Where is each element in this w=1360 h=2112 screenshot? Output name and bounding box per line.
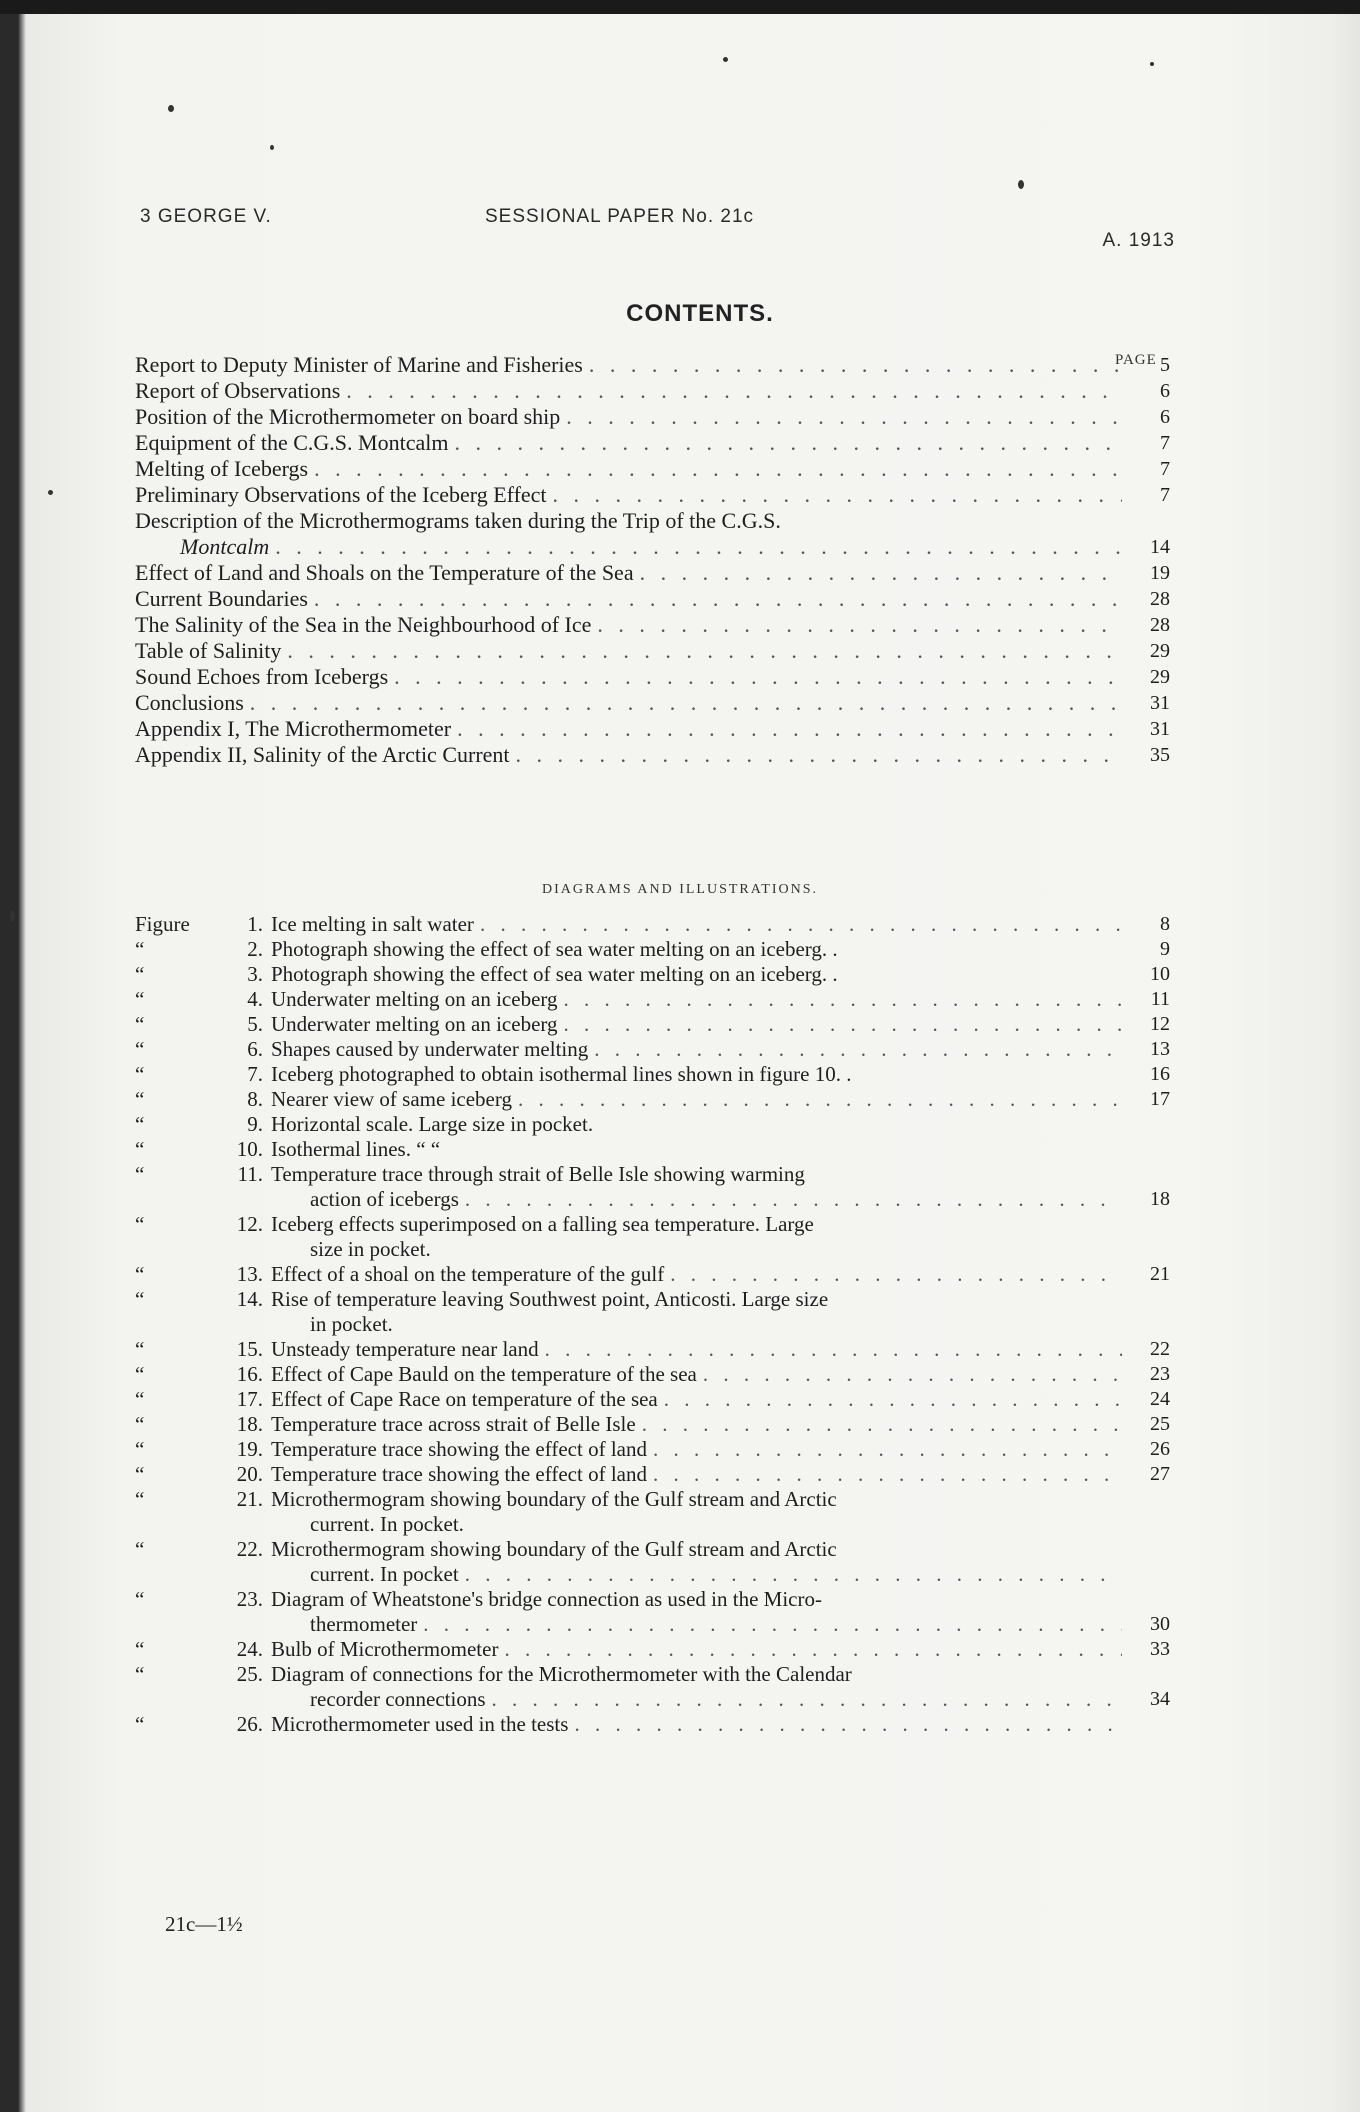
figure-title: Rise of temperature leaving Southwest point, Anticosti. Large size [271, 1287, 829, 1311]
toc-entry[interactable] [135, 352, 1170, 378]
figure-ditto-mark: “ [135, 1262, 145, 1286]
figure-title: Temperature trace across strait of Belle Isle [271, 1412, 636, 1436]
figure-title: Diagram of Wheatstone's bridge connection as used in the Micro- [271, 1587, 822, 1611]
toc-entry-page: 31 [1150, 718, 1170, 740]
figure-entry[interactable] [135, 1437, 1170, 1462]
figure-title: Nearer view of same iceberg [271, 1087, 512, 1111]
leader-dots [653, 1462, 1122, 1487]
figure-number: 23. [236, 1587, 263, 1611]
figure-title: Ice melting in salt water [271, 912, 474, 936]
toc-entry-title: Conclusions [135, 690, 244, 715]
figure-title: Iceberg photographed to obtain isothermal lines shown in figure 10. . [271, 1062, 852, 1086]
leader-dots [703, 1362, 1122, 1387]
toc-entry-page: 7 [1160, 484, 1170, 506]
figure-entry-continuation [135, 1312, 1170, 1337]
leader-dots [423, 1612, 1122, 1637]
figure-entry[interactable] [135, 937, 1170, 962]
figure-page: 24 [1150, 1388, 1170, 1410]
figure-page: 11 [1150, 988, 1170, 1010]
figure-title-cont: action of icebergs [310, 1187, 459, 1211]
figure-ditto-mark: “ [135, 962, 145, 986]
toc-entry-title: Effect of Land and Shoals on the Temperature of the Sea [135, 560, 634, 585]
figure-title: Temperature trace through strait of Belle Isle showing warming [271, 1162, 805, 1186]
figure-entry-line [135, 1662, 1170, 1687]
leader-dots [553, 482, 1122, 508]
toc-entry-page: 35 [1150, 744, 1170, 766]
figure-entry-line [135, 1537, 1170, 1562]
toc-entry-page: 7 [1160, 458, 1170, 480]
figure-entry[interactable] [135, 1337, 1170, 1362]
scan-speck [48, 490, 53, 495]
diagrams-heading: DIAGRAMS AND ILLUSTRATIONS. [541, 882, 819, 897]
figure-title-cont: size in pocket. [310, 1237, 431, 1261]
toc-entry-title-cont: Montcalm [180, 534, 270, 559]
toc-entry-page: 31 [1150, 692, 1170, 714]
toc-entry-title: Appendix I, The Microthermometer [135, 716, 452, 741]
figure-title: Effect of a shoal on the temperature of the gulf [271, 1262, 665, 1286]
figure-ditto-mark: “ [135, 1337, 145, 1361]
toc-entry[interactable] [135, 586, 1170, 612]
toc-entry[interactable] [135, 560, 1170, 586]
toc-entry-page: 19 [1150, 562, 1170, 584]
toc-entry-title: Report of Observations [135, 378, 341, 403]
figure-entry[interactable] [135, 1462, 1170, 1487]
scan-speck [270, 145, 274, 150]
figure-ditto-mark: “ [135, 1437, 145, 1461]
leader-dots [314, 586, 1122, 612]
figure-title: Effect of Cape Bauld on the temperature of the sea [271, 1362, 697, 1386]
figure-entry[interactable] [135, 1412, 1170, 1437]
figure-ditto-mark: “ [135, 1462, 145, 1486]
figure-ditto-mark: “ [135, 1162, 145, 1186]
figure-entry-continuation [135, 1562, 1170, 1587]
figure-number: 4. [247, 987, 263, 1011]
figure-entry[interactable] [135, 1287, 1170, 1337]
toc-entry[interactable] [135, 378, 1170, 404]
page-header [140, 206, 1175, 251]
figure-title-cont: recorder connections [310, 1687, 486, 1711]
figure-ditto-mark: “ [135, 987, 145, 1011]
figure-ditto-mark: “ [135, 1062, 145, 1086]
figure-ditto-mark: “ [135, 1712, 145, 1736]
toc-entry-title: Equipment of the C.G.S. Montcalm [135, 430, 449, 455]
toc-entry[interactable] [135, 456, 1170, 482]
leader-dots [465, 1562, 1122, 1587]
figure-ditto-mark: “ [135, 1662, 145, 1686]
figure-entry-continuation [135, 1512, 1170, 1537]
toc-entry[interactable] [135, 716, 1170, 742]
figure-page: 34 [1150, 1688, 1170, 1710]
toc-entry[interactable] [135, 638, 1170, 664]
figure-entry[interactable] [135, 987, 1170, 1012]
header-left: 3 GEORGE V. [140, 206, 272, 227]
figure-ditto-mark: “ [135, 937, 145, 961]
figure-number: 22. [236, 1537, 263, 1561]
figure-title-cont: current. In pocket [310, 1562, 459, 1586]
figure-entry-continuation [135, 1187, 1170, 1212]
figure-ditto-mark: “ [135, 1362, 145, 1386]
figure-title: Unsteady temperature near land [271, 1337, 539, 1361]
toc-entry-title: Melting of Icebergs [135, 456, 309, 481]
figure-page: 12 [1150, 1013, 1170, 1035]
figure-page: 21 [1150, 1263, 1170, 1285]
figure-title: Temperature trace showing the effect of land [271, 1462, 647, 1486]
leader-dots [597, 612, 1122, 638]
figure-number: 20. [236, 1462, 263, 1486]
figure-ditto-mark: “ [135, 1112, 145, 1136]
leader-dots [314, 456, 1122, 482]
toc-entry-page: 5 [1160, 354, 1170, 376]
figure-entry[interactable] [135, 912, 1170, 937]
leader-dots [504, 1637, 1122, 1662]
figure-number: 25. [236, 1662, 263, 1686]
toc-entry-page: 14 [1150, 536, 1170, 558]
toc-entry-page: 6 [1160, 406, 1170, 428]
figure-title: Temperature trace showing the effect of land [271, 1437, 647, 1461]
figure-entry[interactable] [135, 1362, 1170, 1387]
toc-entry-title: Sound Echoes from Icebergs [135, 664, 389, 689]
toc-entry[interactable] [135, 430, 1170, 456]
figure-entry[interactable] [135, 1262, 1170, 1287]
figure-entry-continuation [135, 1612, 1170, 1637]
figure-page: 18 [1150, 1188, 1170, 1210]
leader-dots [564, 987, 1122, 1012]
leader-dots [664, 1387, 1122, 1412]
toc-entry[interactable] [135, 482, 1170, 508]
toc-entry-continuation [135, 534, 1170, 560]
figure-entry[interactable] [135, 962, 1170, 987]
figure-title: Shapes caused by underwater melting [271, 1037, 589, 1061]
toc-entry[interactable] [135, 404, 1170, 430]
scan-speck [10, 910, 15, 922]
figure-ditto-mark: “ [135, 1537, 145, 1561]
figure-page: 17 [1150, 1088, 1170, 1110]
figure-title: Microthermometer used in the tests [271, 1712, 569, 1736]
header-center: SESSIONAL PAPER No. 21c [485, 206, 755, 227]
figure-number: 10. [236, 1137, 263, 1161]
toc-entry-page: 28 [1150, 588, 1170, 610]
figure-number: 21. [236, 1487, 263, 1511]
leader-dots [516, 742, 1122, 768]
figure-ditto-mark: “ [135, 1212, 145, 1236]
figure-entry[interactable] [135, 1487, 1170, 1537]
figure-number: 15. [236, 1337, 263, 1361]
figure-ditto-mark: “ [135, 1412, 145, 1436]
toc-entry-title: Report to Deputy Minister of Marine and Fisheries [135, 352, 583, 377]
figure-number: 9. [247, 1112, 263, 1136]
figure-entry-line [135, 1162, 1170, 1187]
leader-dots [518, 1087, 1122, 1112]
figure-title: Photograph showing the effect of sea water melting on an iceberg. . [271, 937, 838, 961]
figure-page: 25 [1150, 1413, 1170, 1435]
leader-dots [454, 430, 1122, 456]
figure-number: 2. [247, 937, 263, 961]
toc-entry[interactable] [135, 742, 1170, 768]
figure-ditto-mark: “ [135, 1587, 145, 1611]
figure-number: 26. [236, 1712, 263, 1736]
figure-page: 13 [1150, 1038, 1170, 1060]
figure-number: 17. [236, 1387, 263, 1411]
figure-title: Isothermal lines. “ “ [271, 1137, 441, 1161]
scan-speck [1150, 62, 1154, 66]
figure-entry[interactable] [135, 1387, 1170, 1412]
figure-ditto-mark: “ [135, 1012, 145, 1036]
leader-dots [480, 912, 1122, 937]
page-column-label: PAGE [1115, 352, 1157, 368]
figure-title: Diagram of connections for the Microthermometer with the Calendar [271, 1662, 852, 1686]
leader-dots [640, 560, 1122, 586]
figure-title-cont: in pocket. [310, 1312, 393, 1336]
figure-ditto-mark: “ [135, 1087, 145, 1111]
figure-number: 8. [247, 1087, 263, 1111]
figure-page: 33 [1150, 1638, 1170, 1660]
figure-ditto-mark: “ [135, 1487, 145, 1511]
figure-page: 10 [1150, 963, 1170, 985]
figure-entry-line [135, 1212, 1170, 1237]
figure-entry[interactable] [135, 1712, 1170, 1737]
header-right: A. 1913 [1102, 230, 1175, 251]
figure-number: 7. [247, 1062, 263, 1086]
toc-entry-page: 29 [1150, 640, 1170, 662]
figure-entry-continuation [135, 1237, 1170, 1262]
figure-entry-line [135, 1287, 1170, 1312]
scan-border [0, 0, 1360, 14]
figure-number: 3. [247, 962, 263, 986]
figure-entry[interactable] [135, 1062, 1170, 1087]
toc-entry-page: 7 [1160, 432, 1170, 454]
figure-ditto-mark: “ [135, 1137, 145, 1161]
figure-entry[interactable] [135, 1662, 1170, 1712]
figure-title: Horizontal scale. Large size in pocket. [271, 1112, 594, 1136]
leader-dots [670, 1262, 1122, 1287]
leader-dots [545, 1337, 1122, 1362]
leader-dots [492, 1687, 1123, 1712]
figure-page: 16 [1150, 1063, 1170, 1085]
contents-title: CONTENTS. [626, 300, 774, 327]
figure-entry[interactable] [135, 1087, 1170, 1112]
scan-speck [168, 105, 174, 112]
leader-dots [275, 534, 1122, 560]
toc-entry[interactable] [135, 690, 1170, 716]
figure-number: 13. [236, 1262, 263, 1286]
figure-entry[interactable] [135, 1637, 1170, 1662]
figure-page: 30 [1150, 1613, 1170, 1635]
figure-page: 22 [1150, 1338, 1170, 1360]
figure-number: 14. [236, 1287, 263, 1311]
leader-dots [346, 378, 1122, 404]
figure-number: 6. [247, 1037, 263, 1061]
figure-page: 26 [1150, 1438, 1170, 1460]
leader-dots [564, 1012, 1122, 1037]
toc-entry-title: Current Boundaries [135, 586, 308, 611]
toc-entry-page: 6 [1160, 380, 1170, 402]
leader-dots [457, 716, 1122, 742]
figure-entry[interactable] [135, 1112, 1170, 1137]
contents-list [135, 352, 1170, 768]
figure-number: 11. [237, 1162, 263, 1186]
figure-page: 27 [1150, 1463, 1170, 1485]
figure-number: 18. [236, 1412, 263, 1436]
leader-dots [465, 1187, 1122, 1212]
figure-title: Effect of Cape Race on temperature of the sea [271, 1387, 658, 1411]
figure-number: 1. [247, 912, 263, 936]
figure-entry[interactable] [135, 1012, 1170, 1037]
toc-entry-title: Appendix II, Salinity of the Arctic Current [135, 742, 510, 767]
figure-number: 16. [236, 1362, 263, 1386]
leader-dots [394, 664, 1122, 690]
scan-speck [723, 57, 728, 62]
scan-speck [1018, 180, 1024, 189]
toc-entry[interactable] [135, 612, 1170, 638]
figure-entry-line [135, 1487, 1170, 1512]
figure-ditto-mark: Figure [135, 912, 190, 936]
figure-entry[interactable] [135, 1137, 1170, 1162]
toc-entry-title: Description of the Microthermograms taken during the Trip of the C.G.S. [135, 508, 781, 533]
leader-dots [589, 352, 1122, 378]
figure-entry[interactable] [135, 1037, 1170, 1062]
leader-dots [642, 1412, 1122, 1437]
figure-title: Bulb of Microthermometer [271, 1637, 499, 1661]
figure-title: Underwater melting on an iceberg [271, 987, 558, 1011]
toc-entry-page: 29 [1150, 666, 1170, 688]
toc-entry-title: The Salinity of the Sea in the Neighbourhood of Ice [135, 612, 592, 637]
figure-page: 23 [1150, 1363, 1170, 1385]
toc-entry-title: Position of the Microthermometer on board ship [135, 404, 561, 429]
figure-title: Photograph showing the effect of sea water melting on an iceberg. . [271, 962, 838, 986]
figure-ditto-mark: “ [135, 1637, 145, 1661]
figure-title: Iceberg effects superimposed on a falling sea temperature. Large [271, 1212, 814, 1236]
toc-entry[interactable] [135, 508, 1170, 560]
leader-dots [574, 1712, 1122, 1737]
leader-dots [653, 1437, 1122, 1462]
toc-entry-page: 28 [1150, 614, 1170, 636]
figure-number: 5. [247, 1012, 263, 1036]
figure-page: 8 [1160, 913, 1170, 935]
figure-title: Microthermogram showing boundary of the Gulf stream and Arctic [271, 1537, 837, 1561]
figure-ditto-mark: “ [135, 1037, 145, 1061]
figure-title: Microthermogram showing boundary of the Gulf stream and Arctic [271, 1487, 837, 1511]
figure-number: 12. [236, 1212, 263, 1236]
figure-entry[interactable] [135, 1162, 1170, 1212]
figure-page: 9 [1160, 938, 1170, 960]
figure-entry[interactable] [135, 1537, 1170, 1587]
figure-entry[interactable] [135, 1212, 1170, 1262]
figure-entry[interactable] [135, 1587, 1170, 1637]
toc-entry-title: Preliminary Observations of the Iceberg Effect [135, 482, 547, 507]
toc-entry[interactable] [135, 664, 1170, 690]
leader-dots [566, 404, 1122, 430]
figure-number: 24. [236, 1637, 263, 1661]
page-footer: 21c—1½ [165, 1912, 243, 1936]
figure-entry-continuation [135, 1687, 1170, 1712]
figure-ditto-mark: “ [135, 1287, 145, 1311]
leader-dots [594, 1037, 1122, 1062]
figure-entry-line [135, 1587, 1170, 1612]
figure-number: 19. [236, 1437, 263, 1461]
toc-entry-title: Table of Salinity [135, 638, 282, 663]
figures-list [135, 912, 1170, 1737]
figure-title-cont: thermometer [310, 1612, 418, 1636]
figure-ditto-mark: “ [135, 1387, 145, 1411]
figure-title-cont: current. In pocket. [310, 1512, 464, 1536]
figure-title: Underwater melting on an iceberg [271, 1012, 558, 1036]
leader-dots [250, 690, 1122, 716]
leader-dots [287, 638, 1122, 664]
